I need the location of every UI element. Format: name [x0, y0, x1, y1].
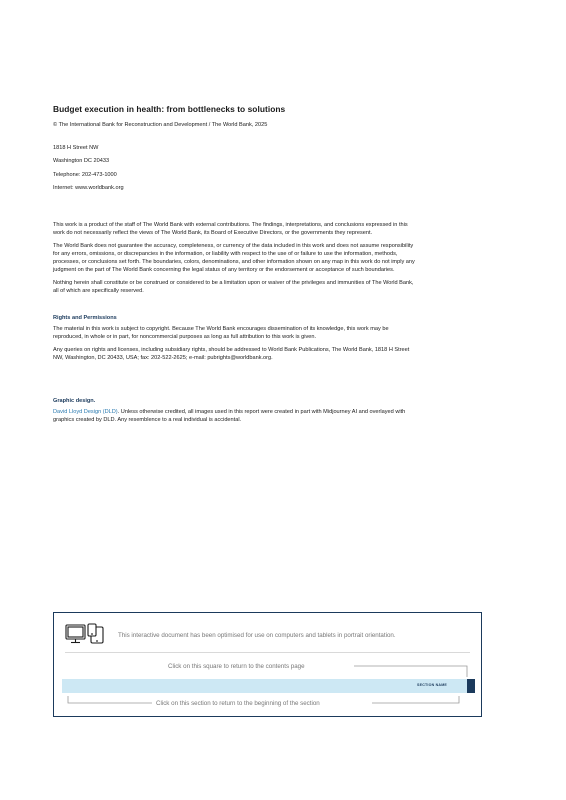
design-credit [53, 408, 415, 424]
contents-connector-line [354, 666, 467, 677]
navigation-guide [53, 612, 482, 717]
document-title: Budget execution in health: from bottlenecks to solutions [53, 104, 286, 114]
contents-instruction: Click on this square to return to the contents page [168, 663, 305, 670]
design-heading: Graphic design. [53, 397, 96, 404]
design-credit-link[interactable]: David Lloyd Design (DLD) [53, 408, 118, 415]
design-credit-text: . Unless otherwise credited, all images used in this report were created in part with Midjourney AI and overlayed with graphics created by DLD. Any resemblence to a real individual is accidental. [53, 408, 406, 423]
section-bar[interactable] [62, 679, 467, 693]
rights-paragraph: The material in this work is subject to copyright. Because The World Bank encourages dissemination of its knowledge, this work may be reproduced, in whole or in part, for noncommercial purposes as long as full attribution to this work is given. [53, 325, 389, 341]
address-street: 1818 H Street NW [53, 145, 99, 151]
rights-heading: Rights and Permissions [53, 314, 117, 321]
orientation-note: This interactive document has been optimised for use on computers and tablets in portrait orientation. [118, 632, 396, 639]
copyright-line: © The International Bank for Reconstruction and Development / The World Bank, 2025 [53, 122, 268, 128]
disclaimer-paragraph: This work is a product of the staff of The World Bank with external contributions. The findings, interpretations, and conclusions expressed in this work do not necessarily reflect the views of The World Bank, its Board of Executive Directors, or the governments they represent. [53, 222, 408, 237]
imprint-content [53, 104, 415, 429]
address-block [53, 142, 415, 195]
section-name-label[interactable]: SECTION NAME [417, 683, 447, 687]
section-connector-line [68, 696, 152, 703]
address-telephone: Telephone: 202-473-1000 [53, 171, 117, 178]
address-internet: Internet: www.worldbank.org [53, 184, 124, 191]
address-city: Washington DC 20433 [53, 158, 110, 165]
section-connector-line [372, 696, 459, 703]
beginning-instruction: Click on this section to return to the beginning of the section [156, 700, 320, 707]
contents-square-button[interactable] [467, 679, 475, 693]
disclaimer-paragraph: The World Bank does not guarantee the accuracy, completeness, or currency of the data included in this work and does not assume responsibility for any errors, omissions, or discrepancies in the information, or liability with respect to the use of or failure to use the information, methods, processes, or conclusions set forth. The boundaries, colors, denominations, and other information shown on any map in this work do not imply any judgment on the part of The World Bank concerning the legal status of any territory or the endorsement or acceptance of such boundaries. [53, 242, 415, 274]
rights-paragraph: Any queries on rights and licenses, including subsidiary rights, should be addressed to World Bank Publications, The World Bank, 1818 H Street NW, Washington, DC 20433, USA; fax: 202-522-2625; e-mail: pubrights@worldbank.org. [53, 346, 410, 361]
disclaimer-paragraph: Nothing herein shall constitute or be construed or considered to be a limitation upon or waiver of the privileges and immunities of The World Bank, all of which are specifically reserved. [53, 279, 414, 294]
